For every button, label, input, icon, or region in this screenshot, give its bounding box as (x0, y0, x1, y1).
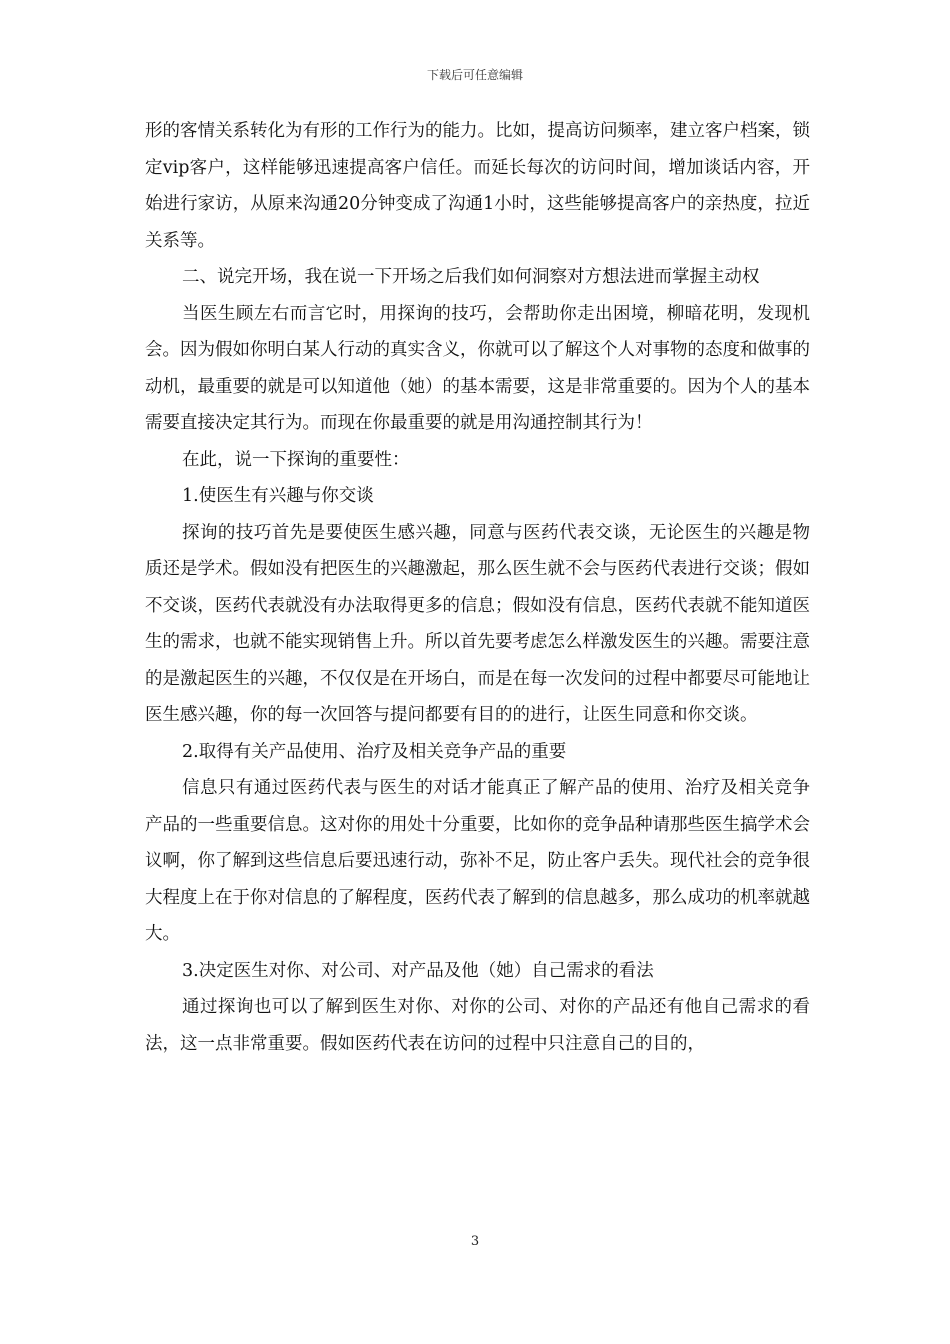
paragraph: 探询的技巧首先是要使医生感兴趣，同意与医药代表交谈，无论医生的兴趣是物质还是学术。假如没有把医生的兴趣激起，那么医生就不会与医药代表进行交谈；假如不交谈，医药代表就没有办法取得更多的信息；假如没有信息，医药代表就不能知道医生的需求，也就不能实现销售上升。所以首先要考虑怎么样激发医生的兴趣。需要注意的是激起医生的兴趣，不仅仅是在开场白，而是在每一次发问的过程中都要尽可能地让医生感兴趣，你的每一次回答与提问都要有目的的进行，让医生同意和你交谈。 (145, 522, 810, 725)
paragraph: 在此，说一下探询的重要性： (182, 449, 410, 470)
list-item-heading: 2.取得有关产品使用、治疗及相关竞争产品的重要 (182, 741, 567, 762)
paragraph: 信息只有通过医药代表与医生的对话才能真正了解产品的使用、治疗及相关竞争产品的一些重要信息。这对你的用处十分重要，比如你的竞争品种请那些医生搞学术会议啊，你了解到这些信息后要迅速行动，弥补不足，防止客户丢失。现代社会的竞争很大程度上在于你对信息的了解程度，医药代表了解到的信息越多，那么成功的机率就越大。 (145, 778, 810, 944)
section-heading: 二、说完开场，我在说一下开场之后我们如何洞察对方想法进而掌握主动权 (182, 267, 760, 287)
paragraph: 通过探询也可以了解到医生对你、对你的公司、对你的产品还有他自己需求的看法，这一点非常重要。假如医药代表在访问的过程中只注意自己的目的， (145, 997, 810, 1054)
paragraph: 当医生顾左右而言它时，用探询的技巧，会帮助你走出困境，柳暗花明，发现机会。因为假如你明白某人行动的真实含义，你就可以了解这个人对事物的态度和做事的动机，最重要的就是可以知道他（她）的基本需要，这是非常重要的。因为个人的基本需要直接决定其行为。而现在你最重要的就是用沟通控制其行为！ (145, 303, 810, 433)
page-number: 3 (470, 1234, 480, 1249)
list-item-heading: 1.使医生有兴趣与你交谈 (182, 486, 374, 506)
page-header: 下载后可任意编辑 (426, 68, 523, 82)
document-body (145, 113, 810, 1062)
list-item-heading: 3.决定医生对你、对公司、对产品及他（她）自己需求的看法 (182, 960, 654, 981)
paragraph: 形的客情关系转化为有形的工作行为的能力。比如，提高访问频率，建立客户档案，锁定vip客户，这样能够迅速提高客户信任。而延长每次的访问时间，增加谈话内容，开始进行家访，从原来沟通20分钟变成了沟通1小时，这些能够提高客户的亲热度，拉近关系等。 (145, 121, 810, 251)
